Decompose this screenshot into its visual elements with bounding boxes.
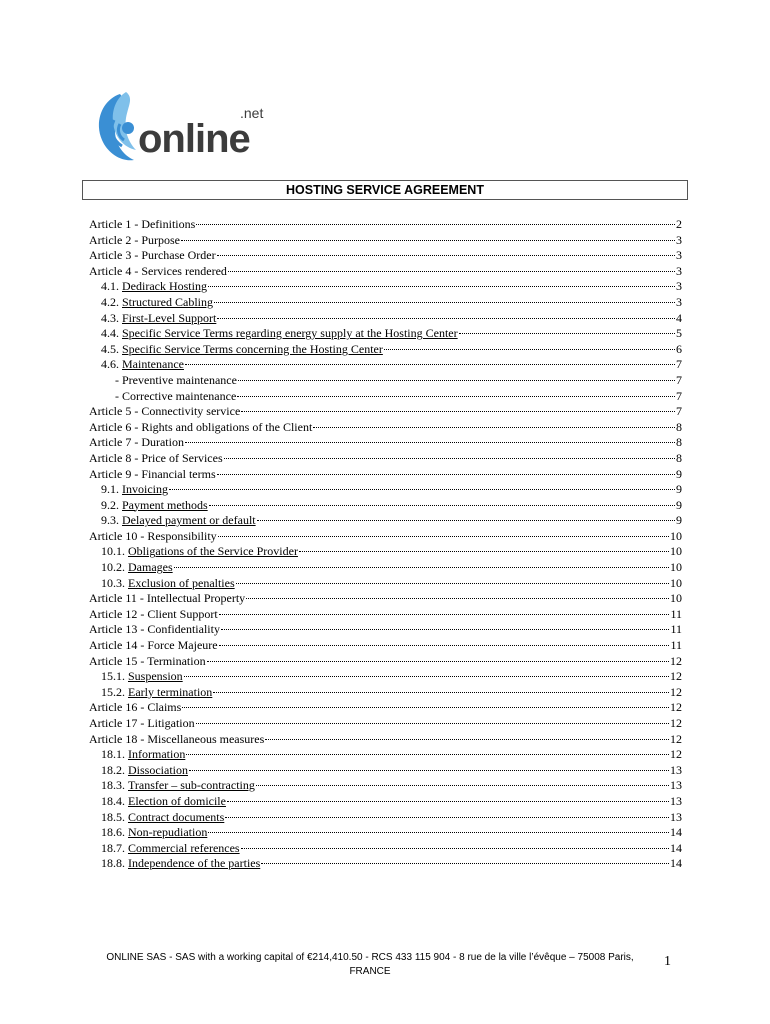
toc-entry-label: Article 14 - Force Majeure: [89, 638, 218, 653]
toc-entry-number: 10.3.: [101, 575, 128, 590]
toc-entry-label: Commercial references: [128, 840, 240, 855]
toc-entry-page: 3: [676, 248, 682, 263]
toc-entry-page: 12: [670, 731, 682, 746]
toc-entry-page: 13: [670, 809, 682, 824]
toc-entry-page: 7: [676, 388, 682, 403]
toc-entry-page: 13: [670, 762, 682, 777]
toc-leader-dots: [217, 317, 675, 319]
toc-entry[interactable]: [89, 716, 682, 732]
toc-entry-page: 11: [670, 622, 682, 637]
toc-leader-dots: [207, 660, 669, 662]
toc-entry-label: Obligations of the Service Provider: [128, 544, 298, 559]
toc-entry-page: 12: [670, 684, 682, 699]
toc-leader-dots: [196, 223, 675, 225]
toc-entry-page: 10: [670, 560, 682, 575]
toc-leader-dots: [225, 816, 669, 818]
toc-entry[interactable]: [89, 856, 682, 872]
toc-entry-label: Article 15 - Termination: [89, 653, 206, 668]
toc-leader-dots: [185, 363, 675, 365]
table-of-contents: [89, 217, 682, 872]
toc-entry[interactable]: [89, 233, 682, 249]
toc-entry-number: 4.5.: [101, 341, 122, 356]
toc-entry-page: 7: [676, 372, 682, 387]
toc-entry-label: Article 1 - Definitions: [89, 217, 196, 231]
toc-entry-label: Maintenance: [122, 357, 184, 372]
toc-entry[interactable]: [89, 654, 682, 670]
toc-entry-page: 7: [676, 357, 682, 372]
toc-entry-label: Article 9 - Financial terms: [89, 466, 216, 481]
toc-leader-dots: [221, 628, 669, 630]
toc-entry-number: 18.8.: [101, 856, 128, 871]
toc-entry-label: Article 8 - Price of Services: [89, 450, 223, 465]
toc-leader-dots: [261, 862, 669, 864]
toc-entry[interactable]: [89, 264, 682, 280]
toc-entry-page: 9: [676, 482, 682, 497]
toc-entry-label: Election of domicile: [128, 793, 226, 808]
page-number: 1: [664, 954, 671, 969]
toc-entry-page: 3: [676, 263, 682, 278]
toc-entry-page: 10: [670, 575, 682, 590]
toc-entry-number: 18.4.: [101, 793, 128, 808]
toc-entry-page: 13: [670, 793, 682, 808]
toc-entry[interactable]: [89, 685, 682, 701]
toc-entry-page: 6: [676, 341, 682, 356]
online-net-logo: [94, 88, 274, 168]
toc-entry-number: 4.4.: [101, 326, 122, 341]
toc-entry-page: 10: [670, 544, 682, 559]
toc-entry[interactable]: [89, 482, 682, 498]
toc-entry[interactable]: [89, 622, 682, 638]
toc-leader-dots: [214, 301, 675, 303]
toc-entry-label: Delayed payment or default: [122, 513, 256, 528]
toc-leader-dots: [218, 535, 669, 537]
toc-entry[interactable]: [89, 217, 682, 233]
toc-entry-number: 18.1.: [101, 747, 128, 762]
toc-entry-page: 7: [676, 404, 682, 419]
toc-entry[interactable]: [89, 638, 682, 654]
toc-leader-dots: [208, 285, 675, 287]
toc-entry-page: 12: [670, 716, 682, 730]
toc-entry-page: 13: [670, 778, 682, 793]
toc-entry[interactable]: [89, 794, 682, 810]
toc-entry-label: Independence of the parties: [128, 856, 261, 871]
toc-leader-dots: [237, 395, 675, 397]
toc-leader-dots: [174, 566, 669, 568]
toc-entry-number: 9.1.: [101, 482, 122, 497]
toc-entry[interactable]: [89, 841, 682, 857]
toc-leader-dots: [299, 550, 669, 552]
toc-entry-label: Early termination: [128, 684, 213, 699]
toc-entry-page: 5: [676, 326, 682, 341]
toc-entry[interactable]: [89, 326, 682, 342]
toc-entry-page: 3: [676, 279, 682, 294]
toc-entry-label: Article 4 - Services rendered: [89, 263, 227, 278]
toc-leader-dots: [219, 613, 670, 615]
toc-entry[interactable]: [89, 248, 682, 264]
toc-entry-label: Article 2 - Purpose: [89, 232, 180, 247]
toc-entry[interactable]: [89, 763, 682, 779]
logo-brand-text: online: [138, 117, 250, 161]
toc-entry-label: Article 12 - Client Support: [89, 606, 218, 621]
toc-entry-number: 4.1.: [101, 279, 122, 294]
toc-leader-dots: [181, 239, 675, 241]
toc-entry[interactable]: [89, 498, 682, 514]
toc-entry[interactable]: [89, 576, 682, 592]
document-title: HOSTING SERVICE AGREEMENT: [82, 180, 688, 200]
toc-leader-dots: [313, 426, 675, 428]
toc-entry-page: 12: [670, 747, 682, 762]
toc-entry-page: 10: [670, 591, 682, 606]
footer: [100, 951, 640, 979]
toc-entry[interactable]: [89, 295, 682, 311]
toc-entry-number: 18.2.: [101, 762, 128, 777]
toc-entry-number: 9.2.: [101, 497, 122, 512]
toc-entry-label: Invoicing: [122, 482, 168, 497]
toc-entry-label: Article 16 - Claims: [89, 700, 182, 715]
toc-entry-number: 10.1.: [101, 544, 128, 559]
toc-entry[interactable]: [89, 279, 682, 295]
toc-entry-label: Non-repudiation: [128, 825, 208, 840]
toc-leader-dots: [217, 254, 675, 256]
toc-leader-dots: [184, 675, 669, 677]
toc-entry-number: 10.2.: [101, 560, 128, 575]
toc-entry-number: 15.2.: [101, 684, 128, 699]
toc-entry-label: Specific Service Terms regarding energy supply at the Hosting Center: [122, 326, 458, 341]
toc-entry-label: Article 17 - Litigation: [89, 716, 195, 730]
toc-entry-number: 15.1.: [101, 669, 128, 684]
toc-entry-number: 18.3.: [101, 778, 128, 793]
toc-leader-dots: [186, 753, 669, 755]
toc-entry[interactable]: [89, 560, 682, 576]
toc-entry-number: 4.6.: [101, 357, 122, 372]
toc-entry[interactable]: [89, 357, 682, 373]
toc-leader-dots: [256, 784, 669, 786]
toc-entry-page: 14: [670, 856, 682, 871]
toc-entry[interactable]: [89, 513, 682, 529]
toc-entry-number: 4.2.: [101, 294, 122, 309]
toc-leader-dots: [196, 722, 669, 724]
toc-leader-dots: [228, 270, 675, 272]
toc-entry-label: Article 5 - Connectivity service: [89, 404, 241, 419]
toc-entry[interactable]: [89, 810, 682, 826]
toc-entry[interactable]: [89, 825, 682, 841]
footer-line-2: FRANCE: [349, 966, 391, 977]
toc-entry-number: 18.5.: [101, 809, 128, 824]
toc-entry-number: 4.3.: [101, 310, 122, 325]
toc-leader-dots: [189, 769, 669, 771]
toc-entry-page: 9: [676, 466, 682, 481]
toc-leader-dots: [182, 706, 669, 708]
toc-entry[interactable]: [89, 389, 682, 405]
toc-entry[interactable]: [89, 544, 682, 560]
toc-leader-dots: [459, 332, 675, 334]
toc-leader-dots: [209, 504, 675, 506]
toc-entry[interactable]: [89, 732, 682, 748]
toc-leader-dots: [217, 473, 675, 475]
toc-entry-label: Dissociation: [128, 762, 188, 777]
toc-entry-page: 11: [670, 606, 682, 621]
toc-entry-page: 14: [670, 840, 682, 855]
toc-leader-dots: [241, 410, 675, 412]
toc-entry-page: 12: [670, 669, 682, 684]
toc-leader-dots: [208, 831, 669, 833]
toc-entry[interactable]: [89, 435, 682, 451]
toc-entry[interactable]: [89, 607, 682, 623]
toc-entry-label: Article 3 - Purchase Order: [89, 248, 216, 263]
toc-leader-dots: [246, 597, 669, 599]
toc-entry-label: First-Level Support: [122, 310, 217, 325]
toc-leader-dots: [257, 519, 675, 521]
toc-entry-label: Article 13 - Confidentiality: [89, 622, 220, 637]
toc-leader-dots: [265, 738, 669, 740]
toc-entry-label: - Corrective maintenance: [115, 388, 237, 403]
toc-entry-label: Article 7 - Duration: [89, 435, 184, 450]
toc-entry[interactable]: [89, 420, 682, 436]
toc-entry-page: 4: [676, 310, 682, 325]
toc-entry[interactable]: [89, 778, 682, 794]
toc-entry[interactable]: [89, 529, 682, 545]
toc-leader-dots: [185, 441, 675, 443]
toc-entry-label: Structured Cabling: [122, 294, 213, 309]
toc-entry[interactable]: [89, 404, 682, 420]
toc-leader-dots: [213, 691, 669, 693]
toc-entry-label: Transfer – sub-contracting: [128, 778, 255, 793]
toc-entry[interactable]: [89, 373, 682, 389]
toc-entry[interactable]: [89, 700, 682, 716]
toc-leader-dots: [384, 348, 675, 350]
toc-entry[interactable]: [89, 591, 682, 607]
toc-entry-number: 9.3.: [101, 513, 122, 528]
toc-entry-page: 12: [670, 700, 682, 715]
logo-suffix-text: .net: [240, 105, 264, 121]
toc-entry-label: Article 10 - Responsibility: [89, 528, 217, 543]
toc-entry[interactable]: [89, 747, 682, 763]
toc-entry-label: Damages: [128, 560, 173, 575]
toc-entry-page: 12: [670, 653, 682, 668]
toc-entry-label: Article 18 - Miscellaneous measures: [89, 731, 265, 746]
toc-entry-label: Payment methods: [122, 497, 208, 512]
toc-leader-dots: [224, 457, 675, 459]
toc-entry-page: 3: [676, 294, 682, 309]
toc-entry[interactable]: [89, 311, 682, 327]
toc-entry-page: 2: [676, 217, 682, 231]
toc-entry-page: 14: [670, 825, 682, 840]
toc-leader-dots: [236, 582, 669, 584]
toc-entry[interactable]: [89, 467, 682, 483]
toc-entry-page: 8: [676, 450, 682, 465]
toc-entry-label: - Preventive maintenance: [115, 372, 237, 387]
toc-entry-page: 3: [676, 232, 682, 247]
toc-entry-page: 8: [676, 419, 682, 434]
toc-entry-page: 10: [670, 528, 682, 543]
toc-entry-page: 9: [676, 513, 682, 528]
toc-entry-page: 11: [670, 638, 682, 653]
toc-leader-dots: [238, 379, 675, 381]
toc-leader-dots: [241, 847, 669, 849]
toc-entry-page: 9: [676, 497, 682, 512]
toc-entry-label: Specific Service Terms concerning the Hosting Center: [122, 341, 383, 356]
toc-entry-label: Suspension: [128, 669, 183, 684]
toc-entry[interactable]: [89, 342, 682, 358]
toc-leader-dots: [169, 488, 675, 490]
footer-line-1: ONLINE SAS - SAS with a working capital of €214,410.50 - RCS 433 115 904 - 8 rue de la ville l’évêque – 75008 Paris,: [106, 952, 634, 963]
toc-entry-number: 18.7.: [101, 840, 128, 855]
toc-entry-label: Article 6 - Rights and obligations of the Client: [89, 419, 313, 434]
toc-entry-label: Exclusion of penalties: [128, 575, 235, 590]
toc-entry-label: Information: [128, 747, 186, 762]
toc-entry-label: Dedirack Hosting: [122, 279, 207, 294]
toc-entry[interactable]: [89, 451, 682, 467]
toc-entry[interactable]: [89, 669, 682, 685]
toc-leader-dots: [227, 800, 669, 802]
toc-entry-number: 18.6.: [101, 825, 128, 840]
toc-leader-dots: [219, 644, 670, 646]
toc-entry-label: Contract documents: [128, 809, 225, 824]
toc-entry-label: Article 11 - Intellectual Property: [89, 591, 246, 606]
toc-entry-page: 8: [676, 435, 682, 450]
